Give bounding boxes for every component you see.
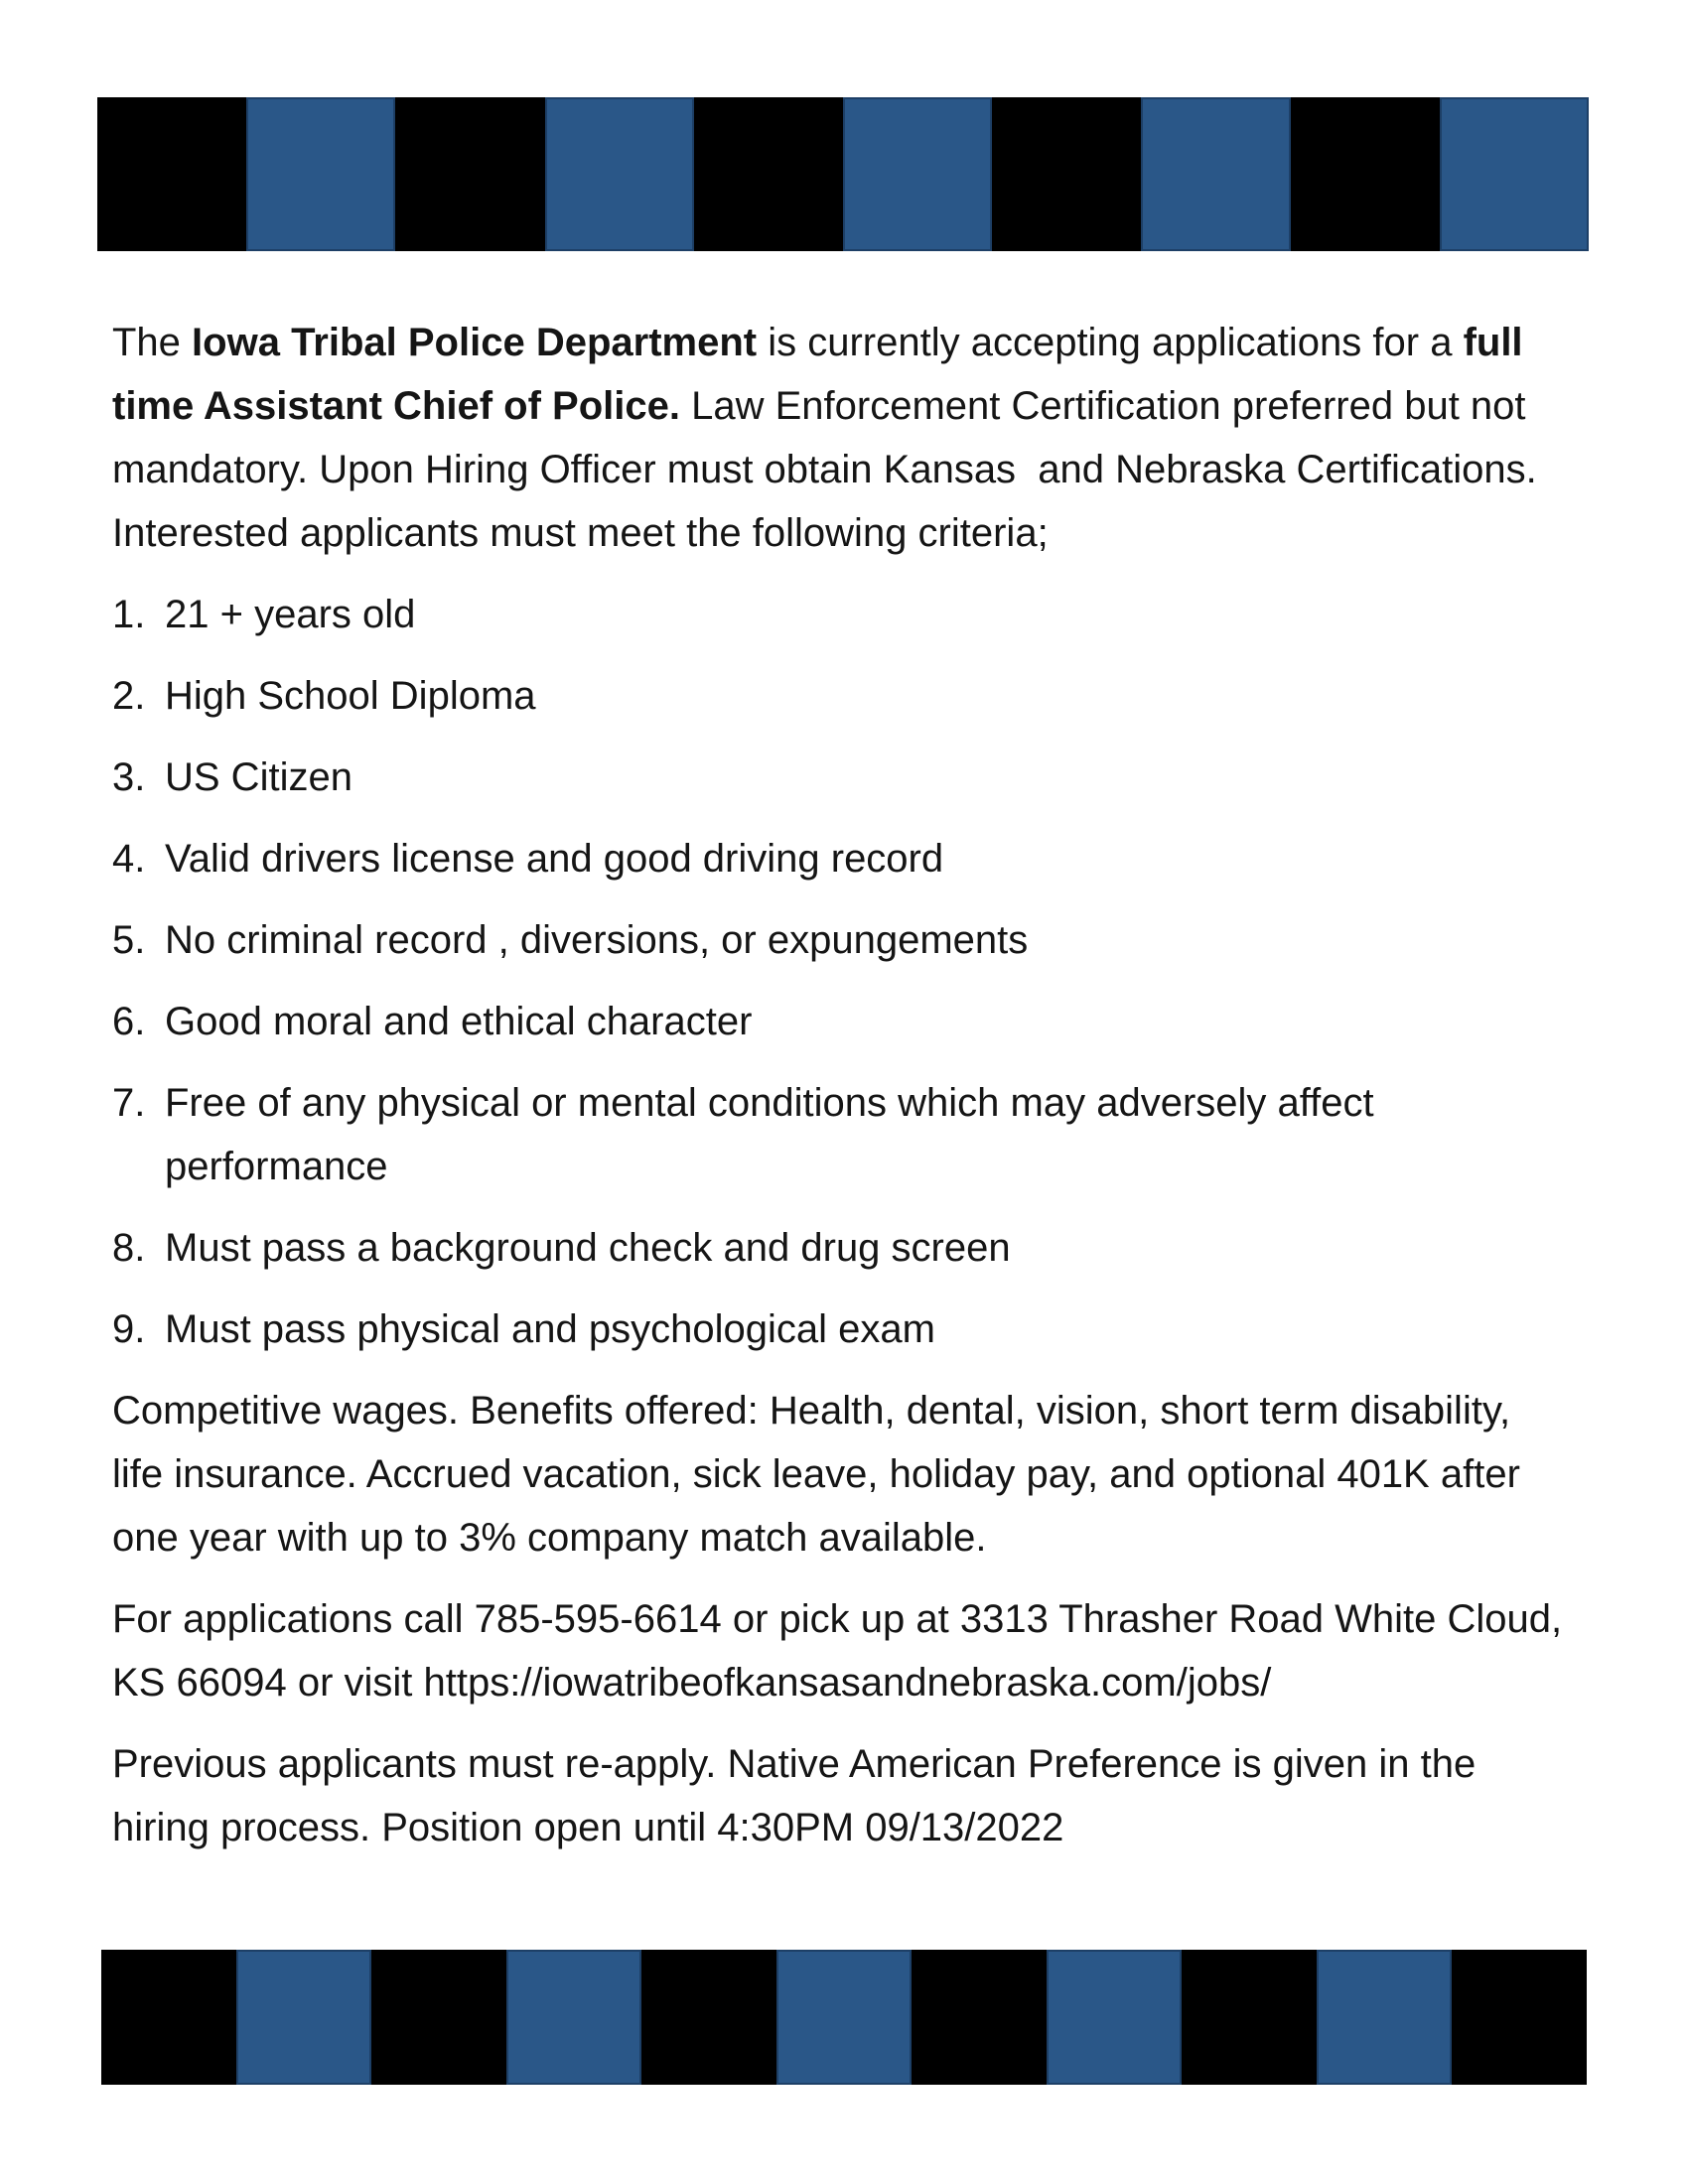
- band-block-black: [641, 1950, 776, 2085]
- intro-run: The: [112, 321, 193, 364]
- band-block-blue: [843, 97, 992, 251]
- band-block-blue: [506, 1950, 641, 2085]
- intro-run: is currently accepting applications for a: [757, 321, 1464, 364]
- job-posting-text: [112, 311, 1572, 1877]
- criteria-text: Free of any physical or mental conditions which may adversely affect performance: [165, 1081, 1374, 1188]
- criteria-number: 6.: [112, 1000, 146, 1043]
- band-block-blue: [776, 1950, 912, 2085]
- band-block-blue: [1317, 1950, 1452, 2085]
- criteria-item: [112, 1297, 1572, 1361]
- criteria-text: Must pass a background check and drug screen: [165, 1226, 1011, 1270]
- intro-run: Law Enforcement Certification preferred but not mandatory. Upon Hiring Officer must obtain Kansas and Nebraska Certifications. Interested applicants must meet the following criteria;: [112, 384, 1537, 555]
- band-block-black: [1291, 97, 1440, 251]
- criteria-text: High School Diploma: [165, 674, 536, 718]
- criteria-number: 1.: [112, 593, 146, 636]
- criteria-text: Valid drivers license and good driving record: [165, 837, 944, 881]
- band-block-blue: [1047, 1950, 1182, 2085]
- intro-run-bold: Iowa Tribal Police Department: [192, 321, 758, 364]
- criteria-number: 2.: [112, 674, 146, 718]
- band-block-blue: [246, 97, 395, 251]
- band-block-black: [992, 97, 1141, 251]
- criteria-item: [112, 1216, 1572, 1280]
- criteria-item: [112, 990, 1572, 1053]
- band-block-black: [395, 97, 544, 251]
- criteria-number: 4.: [112, 837, 146, 881]
- criteria-number: 3.: [112, 755, 146, 799]
- bottom-decorative-band: [101, 1950, 1587, 2085]
- criteria-text: Must pass physical and psychological exam: [165, 1307, 935, 1351]
- band-block-black: [694, 97, 843, 251]
- benefits-paragraph: Competitive wages. Benefits offered: Health, dental, vision, short term disability, life insurance. Accrued vacation, sick leave, holiday pay, and optional 401K after one year with up to 3% company match available.: [112, 1389, 1520, 1560]
- criteria-text: US Citizen: [165, 755, 352, 799]
- criteria-item: [112, 827, 1572, 890]
- band-block-black: [1182, 1950, 1317, 2085]
- criteria-item: [112, 1071, 1572, 1198]
- band-block-black: [101, 1950, 236, 2085]
- band-block-black: [1452, 1950, 1587, 2085]
- applications-paragraph: For applications call 785-595-6614 or pick up at 3313 Thrasher Road White Cloud, KS 66094 or visit https://iowatribeofkansasandnebraska.com/jobs/: [112, 1597, 1563, 1705]
- band-block-black: [97, 97, 246, 251]
- band-block-blue: [1440, 97, 1589, 251]
- criteria-item: [112, 908, 1572, 972]
- intro-run-bold: full time Assistant Chief of Police.: [112, 321, 1523, 428]
- criteria-number: 8.: [112, 1226, 146, 1270]
- criteria-list: [112, 583, 1572, 1361]
- top-decorative-band: [97, 97, 1589, 251]
- band-block-blue: [545, 97, 694, 251]
- criteria-text: Good moral and ethical character: [165, 1000, 753, 1043]
- intro-paragraph: [112, 311, 1572, 565]
- criteria-number: 7.: [112, 1081, 146, 1125]
- criteria-text: No criminal record , diversions, or expungements: [165, 918, 1029, 962]
- criteria-item: [112, 746, 1572, 809]
- closing-paragraph: Previous applicants must re-apply. Native American Preference is given in the hiring process. Position open until 4:30PM 09/13/2022: [112, 1742, 1477, 1849]
- criteria-number: 9.: [112, 1307, 146, 1351]
- band-block-black: [371, 1950, 506, 2085]
- band-block-blue: [1141, 97, 1290, 251]
- criteria-number: 5.: [112, 918, 146, 962]
- criteria-item: [112, 583, 1572, 646]
- band-block-blue: [236, 1950, 371, 2085]
- criteria-text: 21 + years old: [165, 593, 416, 636]
- criteria-item: [112, 664, 1572, 728]
- band-block-black: [912, 1950, 1047, 2085]
